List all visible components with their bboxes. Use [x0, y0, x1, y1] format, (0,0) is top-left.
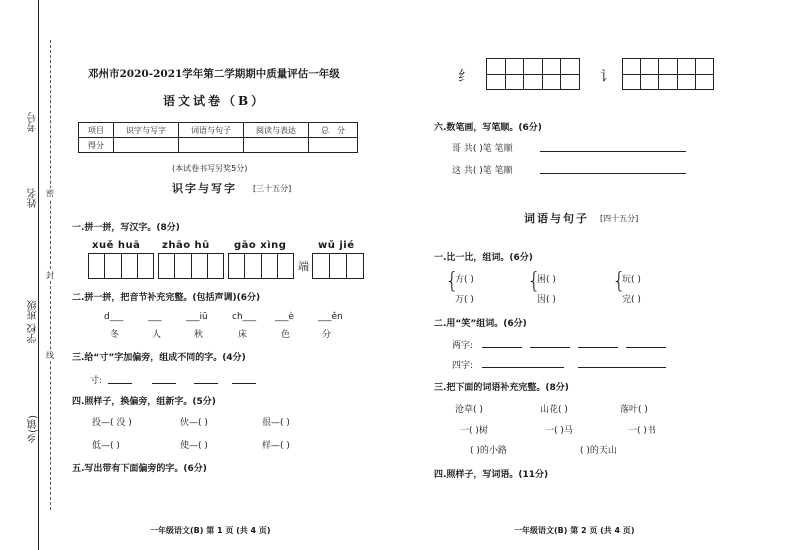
- brace: {: [612, 269, 626, 294]
- score-cell[interactable]: [244, 138, 309, 153]
- writing-grid-3[interactable]: [228, 253, 294, 279]
- suffix-char: 端: [298, 260, 309, 273]
- question-1-title: 一.比一比，组词。(6分): [434, 253, 533, 263]
- compare-item[interactable]: 方( ): [455, 275, 474, 285]
- compare-item[interactable]: 玩( ): [622, 275, 641, 285]
- hanzi: 人: [152, 330, 162, 340]
- compare-item[interactable]: 困( ): [537, 275, 556, 285]
- question-4-title: 四.照样子，换偏旁，组新字。(5分): [72, 397, 216, 407]
- radical-grid-2[interactable]: [622, 58, 714, 90]
- question-4-title: 四.照样子，写词语。(11分): [434, 470, 549, 480]
- answer-blank[interactable]: [152, 383, 176, 384]
- hanzi: 分: [322, 330, 332, 340]
- seal-mark-feng: 封: [46, 271, 54, 280]
- answer-blank[interactable]: [530, 347, 570, 348]
- question-2-title: 二.拼一拼，把音节补充完整。(包括声调)(6分): [72, 293, 261, 303]
- hanzi: 色: [281, 330, 291, 340]
- pinyin-4: wǔ jié: [318, 240, 355, 251]
- radical-grid-1[interactable]: [486, 58, 580, 90]
- syllable-blank[interactable]: ___è: [275, 312, 295, 322]
- radical-label: 讠: [600, 69, 614, 85]
- town-label: 乡(镇): [28, 415, 39, 443]
- phrase-item[interactable]: 一( )书: [628, 426, 656, 436]
- answer-blank[interactable]: [626, 347, 666, 348]
- syllable-blank[interactable]: ch___: [232, 312, 257, 322]
- name-label: 姓名: [28, 188, 39, 208]
- question-6-title: 六.数笔画，写笔顺。(6分): [434, 123, 542, 133]
- question-3-title: 三.给“寸”字加偏旁，组成不同的字。(4分): [72, 353, 246, 363]
- syllable-blank[interactable]: ___ěn: [318, 312, 343, 322]
- phrase-item[interactable]: ( )的小路: [470, 446, 507, 456]
- score-header: 项目: [79, 123, 114, 138]
- phrase-item[interactable]: 山花( ): [540, 405, 568, 415]
- radical-char: 寸:: [90, 376, 103, 386]
- page-footer-left: 一年级语文(B) 第 1 页 (共 4 页): [150, 526, 271, 535]
- stroke-line-1: 哥 共( )笔 笔顺: [452, 144, 513, 154]
- compare-item[interactable]: 完( ): [622, 295, 641, 305]
- phrase-item[interactable]: ( )的天山: [580, 446, 617, 456]
- four-char-label: 四字:: [452, 361, 474, 371]
- page-footer-right: 一年级语文(B) 第 2 页 (共 4 页): [514, 526, 635, 535]
- question-5-title: 五.写出带有下面偏旁的字。(6分): [72, 464, 207, 474]
- answer-blank[interactable]: [482, 347, 522, 348]
- pinyin-2: zhāo hū: [162, 240, 210, 251]
- bonus-note: (本试卷书写另奖5分): [172, 164, 248, 173]
- syllable-blank[interactable]: d___: [104, 312, 124, 322]
- brace: {: [445, 269, 459, 294]
- stroke-order-blank[interactable]: [540, 173, 686, 174]
- question-2-title: 二.用“笑”组词。(6分): [434, 319, 527, 329]
- radical-item[interactable]: 投—( 没 ): [92, 418, 132, 428]
- stroke-order-blank[interactable]: [540, 151, 686, 152]
- exam-subtitle: 语文试卷（B）: [163, 94, 267, 108]
- exam-no-label: 考号: [28, 112, 39, 132]
- radical-item[interactable]: 样—( ): [262, 441, 290, 451]
- hanzi: 床: [238, 330, 248, 340]
- hanzi: 秋: [194, 330, 204, 340]
- section-points: [三十五分]: [253, 184, 292, 193]
- radical-item[interactable]: 低—( ): [92, 441, 120, 451]
- stroke-line-2: 这 共( )笔 笔顺: [452, 166, 513, 176]
- answer-blank[interactable]: [578, 367, 666, 368]
- question-3-title: 三.把下面的词语补充完整。(8分): [434, 383, 569, 393]
- answer-blank[interactable]: [482, 367, 564, 368]
- score-header: 总 分: [309, 123, 358, 138]
- radical-label: 纟: [458, 69, 472, 85]
- radical-item[interactable]: 很—( ): [262, 418, 290, 428]
- phrase-item[interactable]: 一( )树: [460, 426, 488, 436]
- writing-grid-4[interactable]: [312, 253, 364, 279]
- brace: {: [527, 269, 541, 294]
- syllable-blank[interactable]: ___: [148, 312, 162, 322]
- answer-blank[interactable]: [194, 383, 218, 384]
- radical-item[interactable]: 使—( ): [180, 441, 208, 451]
- answer-blank[interactable]: [578, 347, 618, 348]
- answer-blank[interactable]: [108, 383, 132, 384]
- score-cell[interactable]: [114, 138, 179, 153]
- score-header: 词语与句子: [179, 123, 244, 138]
- syllable-blank[interactable]: ___iū: [186, 312, 208, 322]
- two-char-label: 两字:: [452, 341, 474, 351]
- seal-mark-xian: 线: [46, 351, 54, 360]
- pinyin-3: gāo xìng: [234, 240, 287, 251]
- phrase-item[interactable]: 一( )马: [545, 426, 573, 436]
- school-class-label: 学校 班级: [28, 300, 39, 344]
- section-points: [四十五分]: [600, 214, 639, 223]
- binding-line: [38, 0, 39, 550]
- writing-grid-1[interactable]: [88, 253, 154, 279]
- hanzi: 冬: [110, 330, 120, 340]
- score-row-label: 得分: [79, 138, 114, 153]
- radical-item[interactable]: 伙—( ): [180, 418, 208, 428]
- section-title: 词语与句子: [524, 212, 589, 225]
- exam-title: 邓州市2020-2021学年第二学期期中质量评估一年级: [88, 68, 340, 80]
- phrase-item[interactable]: 沧草( ): [455, 405, 483, 415]
- score-header: 阅读与表达: [244, 123, 309, 138]
- pinyin-1: xuě huā: [92, 240, 141, 251]
- score-cell[interactable]: [309, 138, 358, 153]
- compare-item[interactable]: 因( ): [537, 295, 556, 305]
- answer-blank[interactable]: [232, 383, 256, 384]
- compare-item[interactable]: 万( ): [455, 295, 474, 305]
- score-table: [78, 122, 358, 153]
- score-header: 识字与写字: [114, 123, 179, 138]
- question-1-title: 一.拼一拼，写汉字。(8分): [72, 223, 180, 233]
- seal-mark-mi: 密: [46, 189, 54, 198]
- writing-grid-2[interactable]: [158, 253, 224, 279]
- section-title: 识字与写字: [172, 182, 237, 195]
- score-cell[interactable]: [179, 138, 244, 153]
- phrase-item[interactable]: 落叶( ): [620, 405, 648, 415]
